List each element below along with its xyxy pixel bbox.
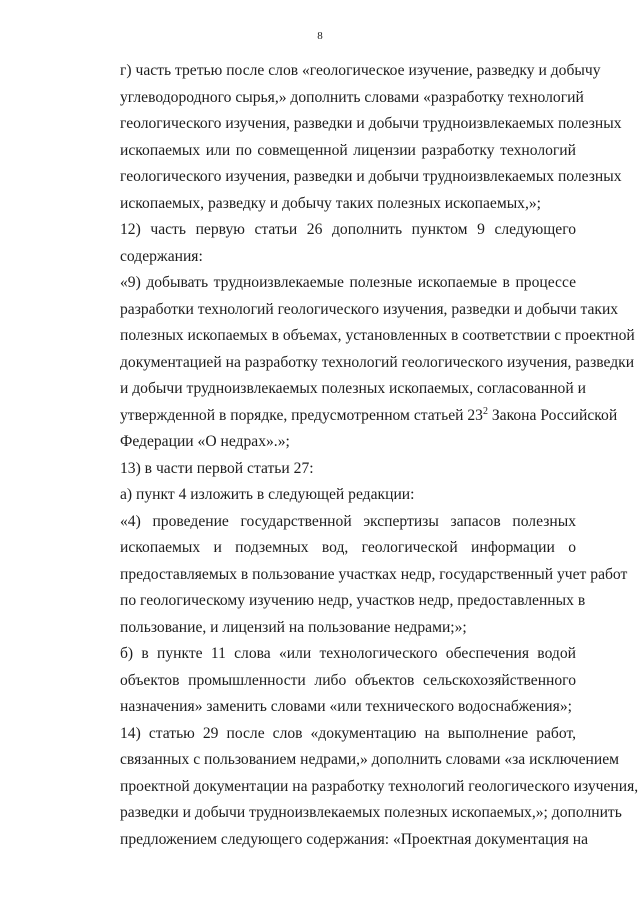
text-line: полезных ископаемых в объемах, установленных в соответствии с проектной [120, 327, 635, 344]
text-line: геологического изучения, разведки и добычи трудноизвлекаемых полезных [120, 115, 622, 132]
text-line: пользование, и лицензий на пользование недрами;»; [120, 618, 467, 636]
text-fragment: утвержденной в порядке, предусмотренном статьей 23 [120, 406, 483, 424]
text-line: б) в пункте 11 слова «или технологического обеспечения водой [120, 645, 576, 662]
text-line-with-superscript [84, 403, 618, 430]
text-line: и добычи трудноизвлекаемых полезных ископаемых, согласованной и [120, 380, 586, 397]
paragraph-item-12 [84, 217, 576, 270]
text-line: 12) часть первую статьи 26 дополнить пунктом 9 следующего [120, 221, 576, 238]
paragraph-subitem-b [84, 641, 576, 721]
text-line: связанных с пользованием недрами,» дополнить словами «за исключением [120, 751, 620, 768]
text-line: ископаемых и подземных вод, геологической информации о [120, 539, 576, 556]
text-line: разработки технологий геологического изучения, разведки и добычи таких [120, 300, 619, 318]
page-number: 8 [317, 30, 323, 42]
text-line: геологического изучения, разведки и добычи трудноизвлекаемых полезных [120, 168, 622, 185]
paragraph-quote-4 [84, 509, 628, 642]
text-line: «4) проведение государственной экспертизы запасов полезных [120, 512, 576, 530]
paragraph-item-14 [84, 721, 639, 854]
text-line: предоставляемых в пользование участках недр, государственный учет работ [120, 565, 628, 583]
text-line: документацией на разработку технологий геологического изучения, разведки [120, 353, 635, 371]
paragraph-quote-9 [84, 270, 635, 456]
text-line: объектов промышленности либо объектов сельскохозяйственного [120, 671, 576, 689]
document-body [84, 58, 639, 853]
text-line: 14) статью 29 после слов «документацию на выполнение работ, [120, 724, 576, 742]
text-line: предложением следующего содержания: «Проектная документация на [120, 830, 589, 848]
text-line: назначения» заменить словами «или технического водоснабжения»; [120, 698, 572, 715]
text-line: 13) в части первой статьи 27: [120, 459, 314, 477]
text-line: Федерации «О недрах».»; [120, 433, 290, 450]
superscript: 2 [482, 405, 488, 417]
text-line: проектной документации на разработку технологий геологического изучения, [120, 777, 639, 795]
text-line: содержания: [120, 247, 203, 265]
text-line: г) часть третью после слов «геологическое изучение, разведку и добычу [120, 62, 601, 79]
text-line: углеводородного сырья,» дополнить словами «разработку технологий [120, 88, 584, 106]
text-line: ископаемых или по совмещенной лицензии разработку технологий [120, 141, 576, 159]
paragraph-amendment-g [84, 58, 622, 217]
paragraph-item-13 [84, 456, 576, 483]
text-line: по геологическому изучению недр, участков недр, предоставленных в [120, 592, 586, 609]
paragraph-subitem-a [84, 482, 576, 509]
text-line: ископаемых, разведку и добычу таких полезных ископаемых,»; [120, 194, 542, 212]
text-line: разведки и добычи трудноизвлекаемых полезных ископаемых,»; дополнить [120, 804, 622, 821]
text-line: «9) добывать трудноизвлекаемые полезные ископаемые в процессе [120, 274, 576, 291]
text-line: а) пункт 4 изложить в следующей редакции: [120, 486, 415, 503]
text-fragment: Закона Российской [487, 406, 618, 424]
